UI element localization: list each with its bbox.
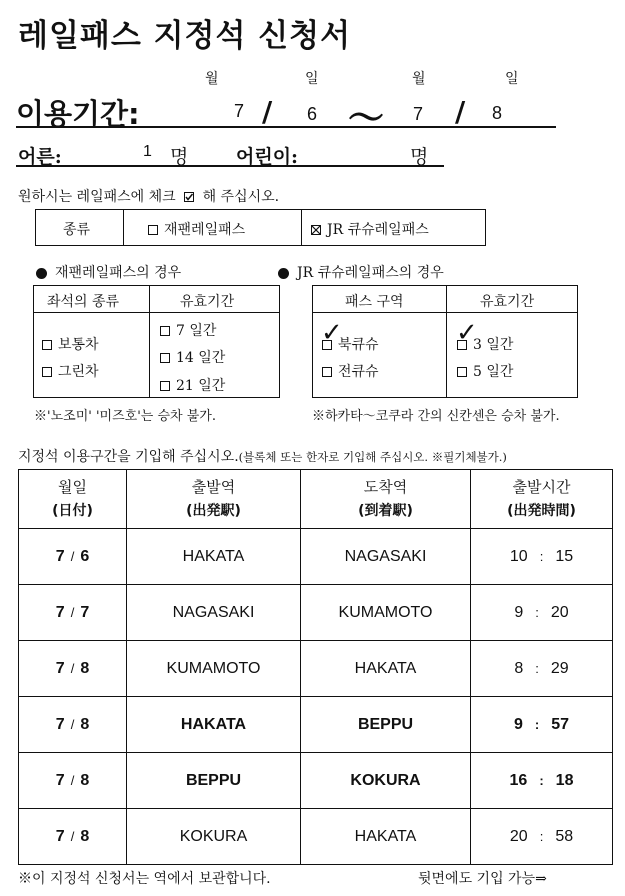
date-slash: / <box>70 828 75 844</box>
arrival-station-header <box>301 470 471 529</box>
date-cell[interactable] <box>19 585 127 641</box>
departure-time-cell[interactable] <box>471 697 613 753</box>
schedule-header-row <box>19 470 613 529</box>
japan-section-heading-text: 재팬레일패스의 경우 <box>55 265 182 281</box>
time-colon: : <box>539 772 544 788</box>
end-day-unit: 일 <box>505 71 519 87</box>
bullet-icon <box>278 268 289 279</box>
japan-validity-header: 유효기간 <box>180 294 235 310</box>
validity-5-label: 5 일간 <box>473 364 514 380</box>
north-kyushu-check-icon: ✓ <box>321 318 343 348</box>
table-row <box>19 809 613 865</box>
area-option-all-kyushu[interactable] <box>322 361 379 381</box>
table-row <box>19 697 613 753</box>
form-title: 레일패스 지정석 신청서 <box>18 18 352 54</box>
time-colon: : <box>539 828 544 844</box>
kyushu-column-rule <box>446 285 447 398</box>
kyushu-header-rule <box>312 312 578 313</box>
departure-station-cell[interactable]: HAKATA <box>127 529 301 585</box>
departure-station-cell[interactable]: KOKURA <box>127 809 301 865</box>
footer-note: ※이 지정석 신청서는 역에서 보관합니다. <box>18 871 271 887</box>
departure-station-cell[interactable]: HAKATA <box>127 697 301 753</box>
table-row <box>19 585 613 641</box>
end-day-value[interactable]: 8 <box>492 103 503 123</box>
date-cell[interactable] <box>19 809 127 865</box>
adult-unit: 명 <box>170 146 189 168</box>
option-japan-rail-pass[interactable] <box>148 219 245 239</box>
arrival-station-cell[interactable]: KUMAMOTO <box>301 585 471 641</box>
date-header <box>19 470 127 529</box>
table-row <box>19 529 613 585</box>
date-slash: / <box>70 716 75 732</box>
departure-station-cell[interactable]: BEPPU <box>127 753 301 809</box>
all-kyushu-label: 전큐슈 <box>338 364 379 380</box>
kyushu-note: ※하카타～코쿠라 간의 신칸센은 승차 불가. <box>312 409 560 424</box>
seat-option-green[interactable] <box>42 361 99 381</box>
start-day-unit: 일 <box>305 71 319 87</box>
schedule-intro <box>18 446 507 466</box>
date-header-ko: 월일 <box>58 478 87 496</box>
departure-time-cell[interactable] <box>471 529 613 585</box>
arrival-header-jp: (到着駅) <box>358 503 413 519</box>
sample-checkbox-icon <box>184 192 194 202</box>
validity-21-label: 21 일간 <box>176 378 226 394</box>
departure-time-cell[interactable] <box>471 753 613 809</box>
kyushu-validity-header: 유효기간 <box>480 294 535 310</box>
instruction-after: 해 주십시오. <box>202 189 280 205</box>
type-label: 종류 <box>63 222 91 238</box>
arrival-header-ko: 도착역 <box>363 478 408 496</box>
date-cell[interactable] <box>19 641 127 697</box>
seat-green-label: 그린차 <box>58 364 99 380</box>
departure-time-cell[interactable] <box>471 809 613 865</box>
row-month: 7 <box>55 659 65 677</box>
departure-station-cell[interactable]: NAGASAKI <box>127 585 301 641</box>
arrival-station-cell[interactable]: BEPPU <box>301 697 471 753</box>
row-hour: 16 <box>509 771 528 789</box>
start-day-value[interactable]: 6 <box>307 104 318 124</box>
row-minute: 57 <box>551 715 570 733</box>
japan-validity-21[interactable] <box>160 375 225 395</box>
people-underline <box>16 165 444 167</box>
kyushu-validity-5[interactable] <box>457 361 513 381</box>
table-row <box>19 753 613 809</box>
row-day: 8 <box>80 827 90 845</box>
date-cell[interactable] <box>19 529 127 585</box>
schedule-table <box>18 469 613 865</box>
arrival-station-cell[interactable]: HAKATA <box>301 641 471 697</box>
type-divider-1 <box>123 209 124 246</box>
departure-time-cell[interactable] <box>471 585 613 641</box>
validity-7-label: 7 일간 <box>176 323 217 339</box>
row-month: 7 <box>55 603 65 621</box>
row-hour: 9 <box>513 715 523 733</box>
date-slash: / <box>70 548 75 564</box>
adult-label: 어른: <box>18 146 62 168</box>
end-month-unit: 월 <box>412 71 426 87</box>
row-day: 8 <box>80 715 90 733</box>
row-day: 8 <box>80 659 90 677</box>
row-minute: 20 <box>550 603 569 621</box>
date-cell[interactable] <box>19 753 127 809</box>
all-kyushu-checkbox[interactable] <box>322 367 332 377</box>
row-minute: 29 <box>550 659 569 677</box>
validity-7-checkbox[interactable] <box>160 326 170 336</box>
arrival-station-cell[interactable]: KOKURA <box>301 753 471 809</box>
adult-count[interactable]: 1 <box>143 143 152 160</box>
date-cell[interactable] <box>19 697 127 753</box>
validity-5-checkbox[interactable] <box>457 367 467 377</box>
period-label: 이용기간: <box>16 97 140 131</box>
schedule-intro-main: 지정석 이용구간을 기입해 주십시오. <box>18 449 239 465</box>
child-unit: 명 <box>410 146 429 168</box>
arrival-station-cell[interactable]: NAGASAKI <box>301 529 471 585</box>
time-header-ko: 출발시간 <box>512 478 571 496</box>
row-month: 7 <box>55 771 65 789</box>
kyushu-section-heading <box>278 262 444 282</box>
departure-header-jp: (出発駅) <box>186 503 241 519</box>
seat-option-ordinary[interactable] <box>42 334 99 354</box>
instruction-before: 원하시는 레일패스에 체크 <box>18 189 176 205</box>
date-header-jp: (日付) <box>52 503 93 519</box>
start-slash: / <box>262 95 273 128</box>
validity-21-checkbox[interactable] <box>160 381 170 391</box>
time-colon: : <box>535 660 539 676</box>
departure-station-cell[interactable]: KUMAMOTO <box>127 641 301 697</box>
row-day: 8 <box>80 771 90 789</box>
departure-time-cell[interactable] <box>471 641 613 697</box>
bullet-icon <box>36 268 47 279</box>
row-month: 7 <box>55 827 65 845</box>
row-minute: 18 <box>555 771 574 789</box>
end-month-value[interactable]: 7 <box>413 104 424 124</box>
pass-area-header: 패스 구역 <box>345 294 404 310</box>
row-day: 6 <box>80 547 90 565</box>
end-slash: / <box>455 95 466 128</box>
row-hour: 9 <box>514 603 524 621</box>
validity-3-label: 3 일간 <box>473 337 514 353</box>
row-minute: 58 <box>555 827 574 845</box>
footer-back-side: 뒷면에도 기입 가능⇒ <box>418 871 547 887</box>
japan-validity-14[interactable] <box>160 347 225 367</box>
row-minute: 15 <box>555 547 574 565</box>
time-header-jp: (出発時間) <box>507 503 576 519</box>
time-colon: : <box>535 604 539 620</box>
row-day: 7 <box>80 603 90 621</box>
seat-type-header: 좌석의 종류 <box>47 294 120 310</box>
type-divider-2 <box>301 209 302 246</box>
validity-14-checkbox[interactable] <box>160 353 170 363</box>
instruction-text <box>18 186 279 206</box>
validity-3-check-icon: ✓ <box>456 318 478 348</box>
time-colon: : <box>534 716 540 732</box>
departure-time-header <box>471 470 613 529</box>
japan-validity-7[interactable] <box>160 320 216 340</box>
row-hour: 8 <box>514 659 524 677</box>
row-hour: 20 <box>509 827 528 845</box>
schedule-intro-sub: (블록체 또는 한자로 기입해 주십시오. ※필기체불가.) <box>238 450 507 464</box>
period-underline <box>16 126 556 128</box>
japan-note: ※'노조미' '미즈호'는 승차 불가. <box>34 409 216 424</box>
row-month: 7 <box>55 547 65 565</box>
japan-rail-pass-label: 재팬레일패스 <box>164 222 246 238</box>
japan-rail-pass-checkbox[interactable] <box>148 225 158 235</box>
kyushu-rail-pass-checkbox[interactable] <box>311 225 321 235</box>
start-month-unit: 월 <box>205 71 219 87</box>
date-slash: / <box>70 660 75 676</box>
arrival-station-cell[interactable]: HAKATA <box>301 809 471 865</box>
japan-header-rule <box>33 312 280 313</box>
seat-green-checkbox[interactable] <box>42 367 52 377</box>
kyushu-section-heading-text: JR 큐슈레일패스의 경우 <box>297 265 444 281</box>
period-tilde: ～ <box>348 98 385 139</box>
date-slash: / <box>70 604 75 620</box>
departure-station-header <box>127 470 301 529</box>
row-month: 7 <box>55 715 65 733</box>
kyushu-rail-pass-label: JR 큐슈레일패스 <box>327 222 429 238</box>
date-slash: / <box>70 772 75 788</box>
seat-ordinary-checkbox[interactable] <box>42 340 52 350</box>
north-kyushu-label: 북큐슈 <box>338 337 379 353</box>
option-kyushu-rail-pass[interactable] <box>311 219 429 239</box>
seat-ordinary-label: 보통차 <box>58 337 99 353</box>
japan-section-heading <box>36 262 181 282</box>
start-month-value[interactable]: 7 <box>234 101 245 121</box>
time-colon: : <box>539 548 544 564</box>
departure-header-ko: 출발역 <box>191 478 236 496</box>
validity-14-label: 14 일간 <box>176 350 226 366</box>
japan-column-rule <box>149 285 150 398</box>
table-row <box>19 641 613 697</box>
child-label: 어린이: <box>236 146 299 168</box>
row-hour: 10 <box>509 547 528 565</box>
